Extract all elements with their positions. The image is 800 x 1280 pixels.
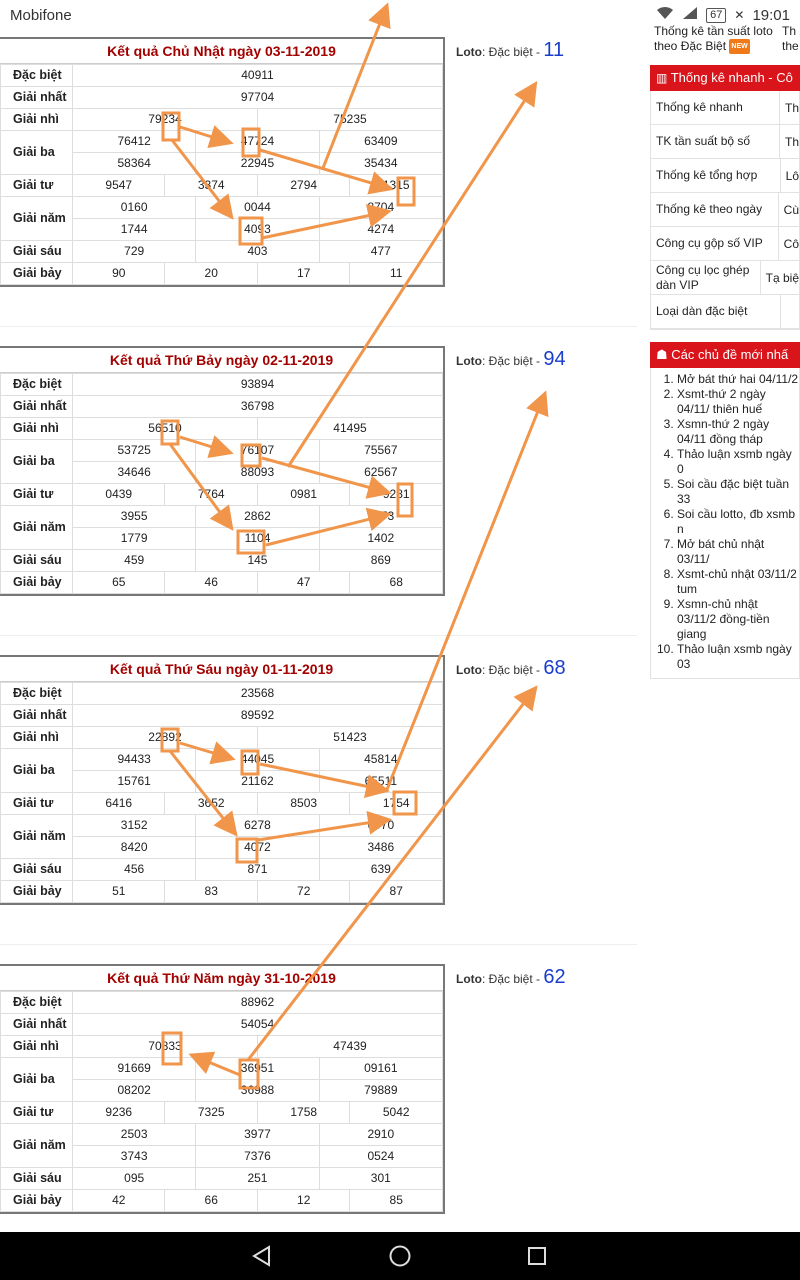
prize-third: 47724: [196, 131, 319, 153]
prize-sixth: 869: [319, 550, 442, 572]
stats-link[interactable]: Thống kê nhanh: [651, 91, 780, 124]
prize-sixth: 477: [319, 241, 442, 263]
topics-list: [650, 368, 800, 679]
prize-fifth: 4072: [196, 837, 319, 859]
stats-header: [650, 65, 800, 91]
prize-fifth: 3152: [73, 815, 196, 837]
prize-seventh: 11: [350, 263, 443, 285]
prize-third: 45814: [319, 749, 442, 771]
prize-fifth: 3955: [73, 506, 196, 528]
prize-fourth: 3652: [165, 793, 257, 815]
result-table: [0, 964, 445, 1214]
prize-sixth: 403: [196, 241, 319, 263]
sidebar-top-right: Th the: [782, 24, 799, 53]
topic-link[interactable]: 5. Soi cầu đặc biệt tuần 33: [677, 477, 799, 507]
prize-label: Giải tư: [1, 793, 73, 815]
clock: 19:01: [752, 6, 790, 24]
prize-third: 75567: [319, 440, 442, 462]
topics-header-label: Các chủ đề mới nhấ: [671, 347, 789, 362]
prize-label: Đặc biệt: [1, 992, 73, 1014]
prize-label: Giải bảy: [1, 572, 73, 594]
prize-first: 54054: [73, 1014, 443, 1036]
stats-link[interactable]: Thống kê tổng hợp: [651, 159, 781, 192]
prize-label: Giải nhì: [1, 418, 73, 440]
prize-seventh: 42: [73, 1190, 165, 1212]
loto-number[interactable]: 94: [543, 348, 566, 370]
stats-row[interactable]: [651, 159, 799, 193]
prize-sixth: 095: [73, 1168, 196, 1190]
stats-desc: Th: [784, 100, 799, 115]
prize-fifth: 3743: [73, 1146, 196, 1168]
result-title: Kết quả Thứ Bảy ngày 02-11-2019: [0, 348, 443, 373]
prize-second: 75235: [257, 109, 442, 131]
loto-summary: [456, 657, 566, 680]
loto-sub: : Đặc biệt -: [482, 972, 544, 986]
topic-link[interactable]: 2. Xsmt-thứ 2 ngày 04/11/ thiên huế: [677, 387, 799, 417]
home-circle-icon: [388, 1244, 412, 1268]
prize-seventh: 72: [257, 881, 349, 903]
prize-fifth: 2503: [73, 1124, 196, 1146]
result-table: [0, 346, 445, 596]
prize-label: Đặc biệt: [1, 65, 73, 87]
prize-fifth: 6970: [319, 815, 442, 837]
topics-panel: [650, 342, 800, 679]
prize-fifth: 1744: [73, 219, 196, 241]
prize-third: 09161: [319, 1058, 442, 1080]
topic-link[interactable]: 7. Mở bát chủ nhật 03/11/: [677, 537, 799, 567]
topic-link[interactable]: 8. Xsmt-chủ nhật 03/11/2 tum: [677, 567, 799, 597]
loto-summary: [456, 348, 566, 371]
stats-link[interactable]: Công cụ lọc ghép dàn VIP: [651, 261, 761, 294]
prize-label: Giải năm: [1, 815, 73, 859]
stats-desc: Lô: [785, 168, 799, 183]
prize-third: 34646: [73, 462, 196, 484]
stats-row[interactable]: [651, 91, 799, 125]
navigation-bar: [0, 1232, 800, 1280]
stats-link[interactable]: Loại dàn đặc biệt: [651, 295, 781, 328]
prize-fifth: 2862: [196, 506, 319, 528]
prize-third: 76107: [196, 440, 319, 462]
stats-desc: [781, 295, 786, 328]
prize-label: Giải sáu: [1, 550, 73, 572]
topic-link[interactable]: 4. Thảo luận xsmb ngày 0: [677, 447, 799, 477]
prize-fifth: 8704: [319, 197, 442, 219]
loto-label: Loto: [456, 663, 482, 677]
recent-square-icon: [526, 1245, 548, 1267]
section-divider: [0, 944, 637, 945]
topics-header: [650, 342, 800, 368]
prize-seventh: 51: [73, 881, 165, 903]
prize-fifth: 7376: [196, 1146, 319, 1168]
prize-second: 70833: [73, 1036, 258, 1058]
prize-label: Giải nhì: [1, 109, 73, 131]
prize-fourth: 1754: [350, 793, 443, 815]
prize-seventh: 66: [165, 1190, 257, 1212]
prize-fourth: 0439: [73, 484, 165, 506]
prize-sixth: 639: [319, 859, 442, 881]
prize-special: 88962: [73, 992, 443, 1014]
prize-second: 22892: [73, 727, 258, 749]
back-triangle-icon: [251, 1245, 273, 1267]
recent-apps-button[interactable]: [517, 1240, 557, 1272]
prize-label: Giải ba: [1, 131, 73, 175]
prize-sixth: 251: [196, 1168, 319, 1190]
prize-third: 63409: [319, 131, 442, 153]
prize-fifth: 6278: [196, 815, 319, 837]
prize-table: [0, 991, 443, 1212]
prize-fifth: 4093: [196, 219, 319, 241]
prize-label: Giải nhất: [1, 87, 73, 109]
prize-label: Giải nhất: [1, 1014, 73, 1036]
prize-third: 15761: [73, 771, 196, 793]
prize-seventh: 12: [257, 1190, 349, 1212]
sidebar: [650, 0, 800, 671]
prize-label: Giải năm: [1, 506, 73, 550]
prize-label: Giải tư: [1, 484, 73, 506]
topic-link[interactable]: 1. Mở bát thứ hai 04/11/2: [677, 372, 799, 387]
prize-seventh: 90: [73, 263, 165, 285]
loto-sub: : Đặc biệt -: [482, 663, 544, 677]
prize-label: Giải nhất: [1, 705, 73, 727]
carrier-name: Mobifone: [10, 7, 72, 24]
prize-label: Giải sáu: [1, 859, 73, 881]
bar-chart-icon: ▥: [656, 71, 668, 85]
stats-link[interactable]: Thống kê theo ngày: [651, 193, 779, 226]
prize-fourth: 7325: [165, 1102, 257, 1124]
stats-row[interactable]: [651, 193, 799, 227]
prize-fourth: 3374: [165, 175, 257, 197]
prize-seventh: 83: [165, 881, 257, 903]
stats-desc: Tạ biệ: [765, 270, 799, 285]
prize-fifth: 0044: [196, 197, 319, 219]
stats-desc: Th: [784, 134, 799, 149]
result-table: [0, 37, 445, 287]
loto-number[interactable]: 62: [543, 966, 566, 988]
loto-sub: : Đặc biệt -: [482, 45, 544, 59]
stats-table: [650, 91, 800, 330]
prize-fourth: 6416: [73, 793, 165, 815]
prize-seventh: 17: [257, 263, 349, 285]
prize-table: [0, 64, 443, 285]
prize-second: 51423: [257, 727, 442, 749]
topic-link[interactable]: 6. Soi cầu lotto, đb xsmb n: [677, 507, 799, 537]
prize-third: 35434: [319, 153, 442, 175]
sidebar-top-link[interactable]: [650, 20, 800, 58]
prize-table: [0, 373, 443, 594]
prize-label: Đặc biệt: [1, 374, 73, 396]
loto-label: Loto: [456, 972, 482, 986]
prize-label: Giải năm: [1, 197, 73, 241]
prize-seventh: 46: [165, 572, 257, 594]
stats-row[interactable]: [651, 125, 799, 159]
prize-fourth: 9547: [73, 175, 165, 197]
prize-label: Giải ba: [1, 1058, 73, 1102]
prize-fourth: 5042: [350, 1102, 443, 1124]
prize-seventh: 65: [73, 572, 165, 594]
prize-label: Giải bảy: [1, 881, 73, 903]
prize-seventh: 47: [257, 572, 349, 594]
charging-icon: ✕: [734, 8, 745, 22]
prize-third: 76412: [73, 131, 196, 153]
prize-third: 44045: [196, 749, 319, 771]
prize-special: 40911: [73, 65, 443, 87]
prize-second: 56510: [73, 418, 258, 440]
prize-special: 93894: [73, 374, 443, 396]
prize-sixth: 145: [196, 550, 319, 572]
prize-third: 53725: [73, 440, 196, 462]
prize-fifth: 2910: [319, 1124, 442, 1146]
prize-fourth: 9236: [73, 1102, 165, 1124]
prize-table: [0, 682, 443, 903]
prize-label: Giải ba: [1, 749, 73, 793]
prize-label: Giải sáu: [1, 1168, 73, 1190]
loto-summary: [456, 39, 564, 62]
prize-label: Giải ba: [1, 440, 73, 484]
sidebar-top-label: Thống kê tần suất loto theo Đặc Biệt: [654, 24, 773, 53]
prize-fifth: 3486: [319, 837, 442, 859]
topic-link[interactable]: 3. Xsmn-thứ 2 ngày 04/11 đồng tháp: [677, 417, 799, 447]
prize-seventh: 68: [350, 572, 443, 594]
loto-number[interactable]: 11: [543, 39, 565, 61]
prize-label: Giải năm: [1, 1124, 73, 1168]
prize-third: 88093: [196, 462, 319, 484]
prize-fifth: 0524: [319, 1146, 442, 1168]
prize-second: 47439: [257, 1036, 442, 1058]
prize-third: 36951: [196, 1058, 319, 1080]
prize-sixth: 459: [73, 550, 196, 572]
prize-sixth: 729: [73, 241, 196, 263]
topic-link[interactable]: 10. Thảo luận xsmb ngày 03: [677, 642, 799, 672]
prize-fourth: 1758: [257, 1102, 349, 1124]
prize-sixth: 871: [196, 859, 319, 881]
prize-sixth: 456: [73, 859, 196, 881]
battery-icon: 67: [706, 8, 726, 23]
stats-header-label: Thống kê nhanh - Cô: [670, 70, 793, 85]
home-button[interactable]: [380, 1240, 420, 1272]
result-title: Kết quả Thứ Sáu ngày 01-11-2019: [0, 657, 443, 682]
stats-link[interactable]: TK tần suất bộ số: [651, 125, 780, 158]
back-button[interactable]: [242, 1240, 282, 1272]
prize-fifth: 0160: [73, 197, 196, 219]
prize-first: 36798: [73, 396, 443, 418]
prize-label: Giải tư: [1, 175, 73, 197]
prize-label: Giải nhì: [1, 727, 73, 749]
prize-sixth: 301: [319, 1168, 442, 1190]
prize-fifth: 3977: [196, 1124, 319, 1146]
prize-label: Đặc biệt: [1, 683, 73, 705]
prize-fourth: 2794: [257, 175, 349, 197]
prize-second: 41495: [257, 418, 442, 440]
prize-fifth: 8420: [73, 837, 196, 859]
prize-label: Giải nhất: [1, 396, 73, 418]
result-title: Kết quả Chủ Nhật ngày 03-11-2019: [0, 39, 443, 64]
prize-fourth: 8503: [257, 793, 349, 815]
prize-seventh: 87: [350, 881, 443, 903]
loto-sub: : Đặc biệt -: [482, 354, 544, 368]
prize-fifth: 2073: [319, 506, 442, 528]
prize-label: Giải nhì: [1, 1036, 73, 1058]
prize-label: Giải bảy: [1, 263, 73, 285]
prize-third: 62567: [319, 462, 442, 484]
prize-seventh: 85: [350, 1190, 443, 1212]
prize-third: 58364: [73, 153, 196, 175]
prize-first: 89592: [73, 705, 443, 727]
prize-third: 36988: [196, 1080, 319, 1102]
prize-third: 22945: [196, 153, 319, 175]
prize-fifth: 1779: [73, 528, 196, 550]
prize-third: 65511: [319, 771, 442, 793]
section-divider: [0, 635, 637, 636]
prize-label: Giải bảy: [1, 1190, 73, 1212]
prize-third: 21162: [196, 771, 319, 793]
section-divider: [0, 326, 637, 327]
stats-link[interactable]: Công cụ gộp số VIP: [651, 227, 779, 260]
prize-third: 94433: [73, 749, 196, 771]
result-table: [0, 655, 445, 905]
prize-second: 79234: [73, 109, 258, 131]
new-badge: NEW: [729, 39, 749, 54]
prize-label: Giải sáu: [1, 241, 73, 263]
prize-label: Giải tư: [1, 1102, 73, 1124]
prize-fifth: 1104: [196, 528, 319, 550]
stats-desc: Cô: [783, 236, 799, 251]
loto-label: Loto: [456, 45, 482, 59]
prize-special: 23568: [73, 683, 443, 705]
stats-panel: [650, 65, 800, 330]
prize-third: 91669: [73, 1058, 196, 1080]
prize-fifth: 1402: [319, 528, 442, 550]
prize-third: 79889: [319, 1080, 442, 1102]
prize-fourth: 1315: [350, 175, 443, 197]
stats-row[interactable]: [651, 227, 799, 261]
users-icon: ☗: [656, 347, 668, 362]
stats-desc: Cù: [783, 202, 799, 217]
stats-row[interactable]: [651, 295, 799, 329]
loto-number[interactable]: 68: [543, 657, 566, 679]
prize-seventh: 20: [165, 263, 257, 285]
stats-row[interactable]: [651, 261, 799, 295]
prize-fifth: 4274: [319, 219, 442, 241]
loto-summary: [456, 966, 566, 989]
prize-fourth: 7764: [165, 484, 257, 506]
result-title: Kết quả Thứ Năm ngày 31-10-2019: [0, 966, 443, 991]
topic-link[interactable]: 9. Xsmn-chủ nhật 03/11/2 đồng-tiền giang: [677, 597, 799, 642]
prize-fourth: 9281: [350, 484, 443, 506]
prize-third: 08202: [73, 1080, 196, 1102]
prize-first: 97704: [73, 87, 443, 109]
prize-fourth: 0981: [257, 484, 349, 506]
loto-label: Loto: [456, 354, 482, 368]
